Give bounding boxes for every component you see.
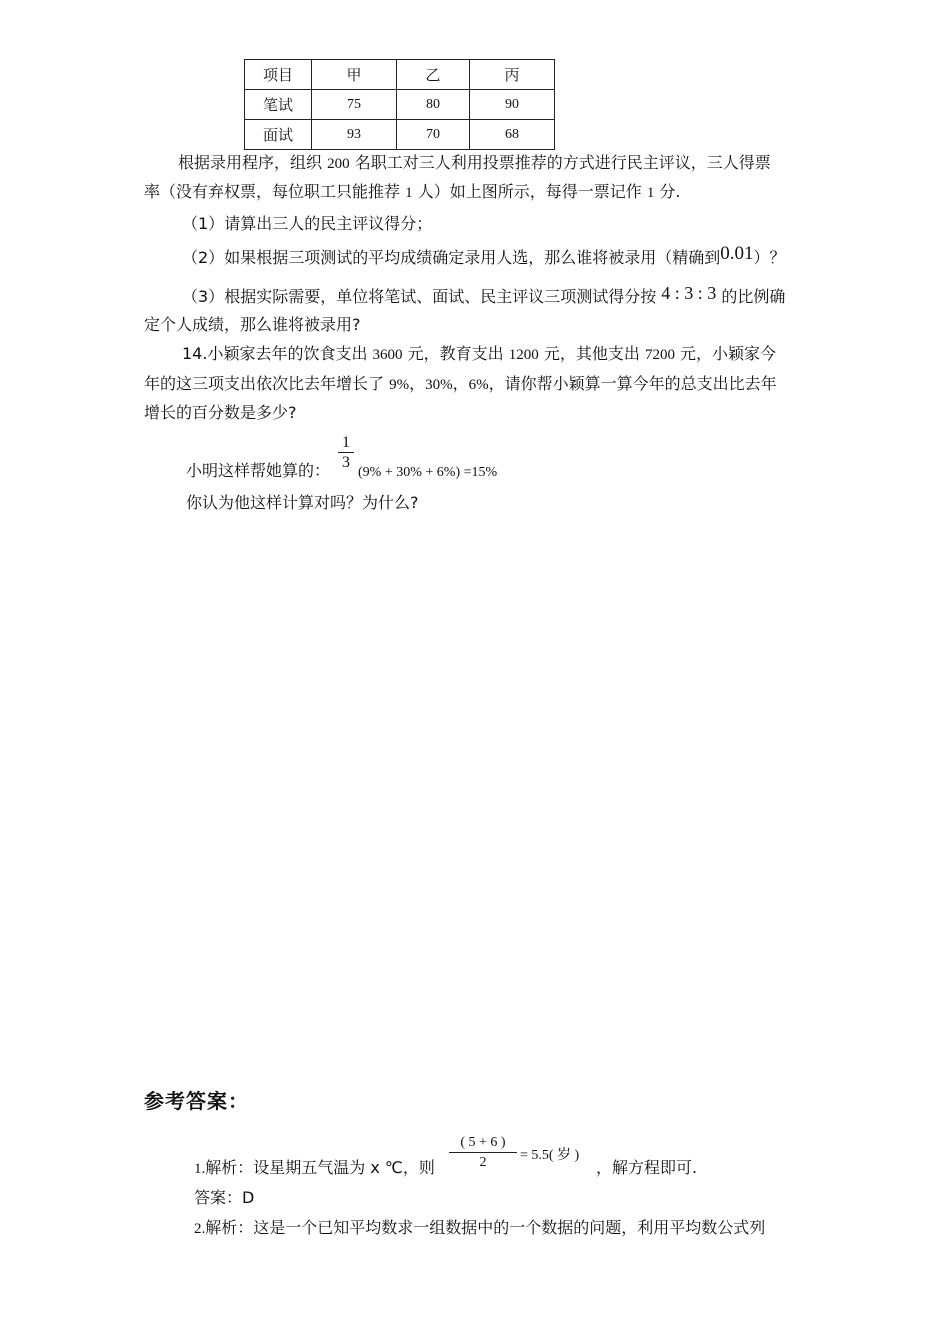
table-cell: 68 [470, 120, 555, 150]
answer-1-fraction [449, 1134, 517, 1173]
question-2: （2）如果根据三项测试的平均成绩确定录用人选，那么谁将被录用（精确到0.01）？ [182, 243, 786, 267]
intro-line-1: 根据录用程序，组织 200 名职工对三人利用投票推荐的方式进行民主评议，三人得票 [178, 153, 771, 172]
calc-question: 你认为他这样计算对吗？为什么? [186, 493, 419, 512]
table-header-row [245, 60, 555, 90]
table-header-cell: 甲 [312, 60, 397, 90]
answer-1: 1.解析：设星期五气温为 x ℃，则 [194, 1158, 435, 1177]
answer-1-cont: ，解方程即可. [596, 1158, 698, 1177]
fraction-numerator: ( 5 + 6 ) [460, 1135, 506, 1150]
table-cell: 面试 [245, 120, 312, 150]
fraction-denominator: 2 [449, 1152, 517, 1173]
table-row [245, 120, 555, 150]
answers-heading: 参考答案： [144, 1089, 249, 1113]
table-header-cell: 乙 [397, 60, 470, 90]
question-3: （3）根据实际需要，单位将笔试、面试、民主评议三项测试得分按 4 : 3 : 3 的比例确 [182, 283, 786, 306]
problem-14-line-1: 14.小颖家去年的饮食支出 3600 元，教育支出 1200 元，其他支出 7200 元，小颖家今 [182, 344, 777, 363]
answer-2: 2.解析：这是一个已知平均数求一组数据中的一个数据的问题，利用平均数公式列 [194, 1218, 766, 1237]
table-cell: 笔试 [245, 90, 312, 120]
intro-line-2: 率（没有弃权票，每位职工只能推荐 1 人）如上图所示，每得一票记作 1 分. [144, 182, 681, 201]
problem-14-line-2: 年的这三项支出依次比去年增长了 9%，30%，6%，请你帮小颖算一算今年的总支出比去年 [144, 374, 777, 393]
table-cell: 70 [397, 120, 470, 150]
calc-fraction [338, 434, 354, 473]
problem-14-line-3: 增长的百分数是多少? [144, 403, 297, 422]
question-3-cont: 定个人成绩，那么谁将被录用? [144, 315, 361, 334]
calc-expression: (9% + 30% + 6%) =15% [358, 465, 498, 480]
table-cell: 80 [397, 90, 470, 120]
table-cell: 90 [470, 90, 555, 120]
question-1: （1）请算出三人的民主评议得分； [182, 214, 433, 233]
calc-label: 小明这样帮她算的： [186, 461, 331, 480]
fraction-denominator: 3 [338, 452, 354, 473]
table-row [245, 90, 555, 120]
fraction-numerator: 1 [342, 434, 350, 451]
table-cell: 75 [312, 90, 397, 120]
score-table [244, 59, 555, 150]
table-header-cell: 丙 [470, 60, 555, 90]
answer-1-result: 答案：D [194, 1188, 255, 1207]
answer-1-equation: = 5.5( 岁 ) [520, 1148, 580, 1163]
table-header-cell: 项目 [245, 60, 312, 90]
table-cell: 93 [312, 120, 397, 150]
